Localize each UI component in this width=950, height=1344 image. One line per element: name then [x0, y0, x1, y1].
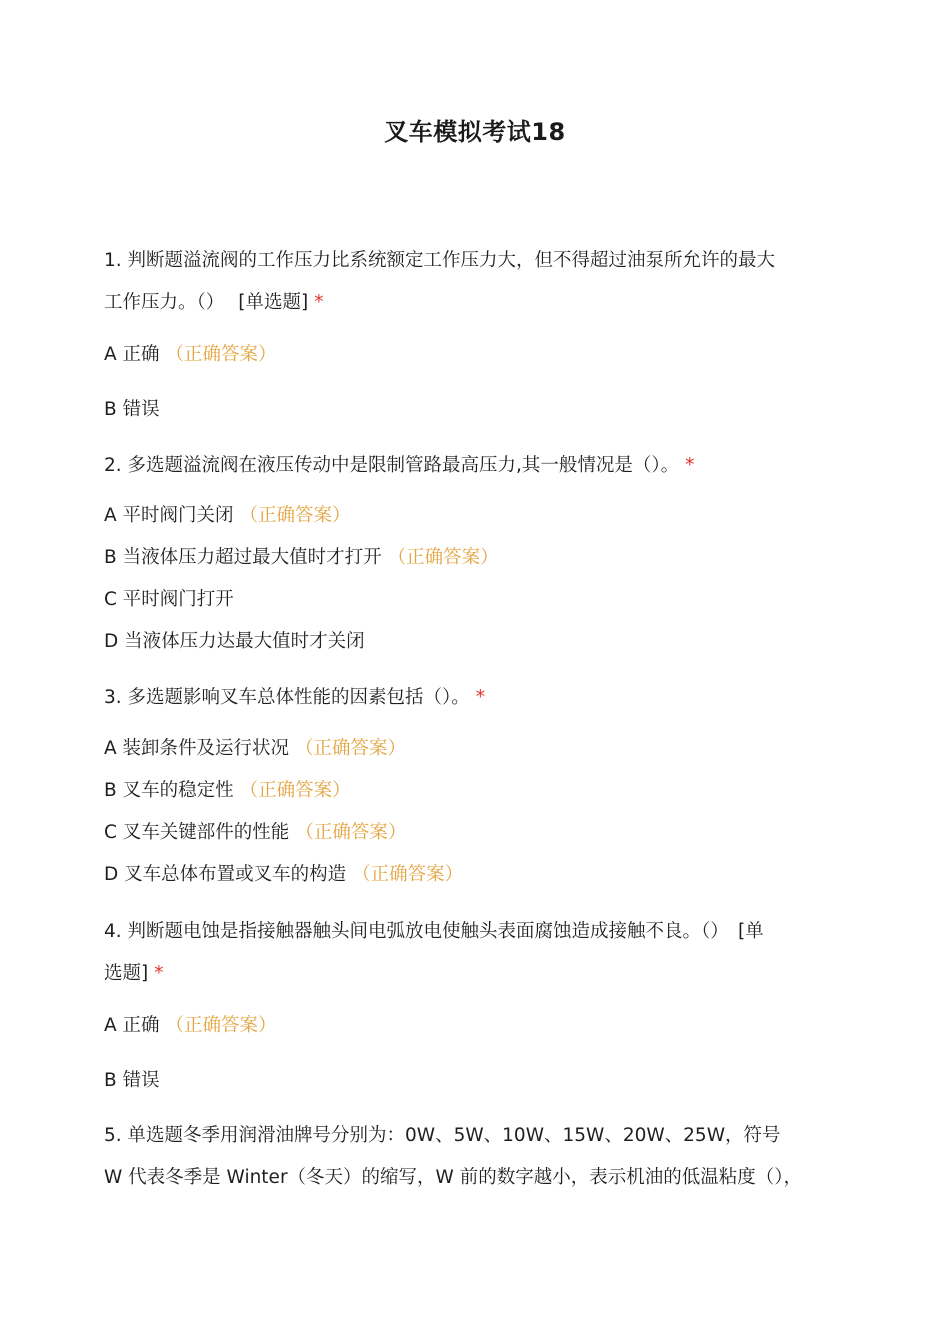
correct-answer-label: （正确答案）	[295, 738, 407, 759]
question-4-line-1: 4. 判断题电蚀是指接触器触头间电弧放电使触头表面腐蚀造成接触不良。（） [单	[104, 921, 764, 942]
option-2c[interactable]: C 平时阀门打开	[104, 589, 234, 610]
required-mark: *	[314, 292, 324, 313]
page-title: 叉车模拟考试18	[384, 118, 566, 146]
correct-answer-label: （正确答案）	[295, 822, 407, 843]
option-4b[interactable]: B 错误	[104, 1070, 160, 1091]
question-1-line-1: 1. 判断题溢流阀的工作压力比系统额定工作压力大，但不得超过油泵所允许的最大	[104, 250, 776, 271]
option-3c[interactable]: C 叉车关键部件的性能 （正确答案）	[104, 822, 407, 843]
correct-answer-label: （正确答案）	[352, 864, 464, 885]
required-mark: *	[475, 687, 486, 708]
question-1-line-2	[104, 289, 864, 317]
correct-answer-label: （正确答案）	[239, 780, 351, 801]
question-type-tag: [单选题]	[238, 292, 309, 313]
option-1a[interactable]: A 正确 （正确答案）	[104, 344, 277, 365]
required-mark: *	[154, 963, 164, 984]
question-5-line-2: W 代表冬季是 Winter（冬天）的缩写，W 前的数字越小，表示机油的低温粘度（），	[104, 1167, 802, 1188]
question-1-text: 工作压力。（）	[104, 292, 225, 313]
option-4a[interactable]: A 正确 （正确答案）	[104, 1015, 277, 1036]
question-4-line-2: 选题] *	[104, 963, 164, 984]
option-2d[interactable]: D 当液体压力达最大值时才关闭	[104, 631, 365, 652]
option-2b[interactable]: B 当液体压力超过最大值时才打开 （正确答案）	[104, 547, 499, 568]
option-3d[interactable]: D 叉车总体布置或叉车的构造 （正确答案）	[104, 864, 464, 885]
option-2a[interactable]: A 平时阀门关闭 （正确答案）	[104, 505, 351, 526]
option-1b[interactable]: B 错误	[104, 399, 160, 420]
required-mark: *	[685, 455, 695, 476]
correct-answer-label: （正确答案）	[165, 344, 277, 365]
option-3b[interactable]: B 叉车的稳定性 （正确答案）	[104, 780, 351, 801]
correct-answer-label: （正确答案）	[387, 547, 499, 568]
correct-answer-label: （正确答案）	[239, 505, 351, 526]
question-5-line-1: 5. 单选题冬季用润滑油牌号分别为：0W、5W、10W、15W、20W、25W，符号	[104, 1125, 781, 1146]
option-3a[interactable]: A 装卸条件及运行状况 （正确答案）	[104, 738, 407, 759]
question-3-line-1: 3. 多选题影响叉车总体性能的因素包括（）。 *	[104, 687, 486, 708]
question-2-line-1: 2. 多选题溢流阀在液压传动中是限制管路最高压力,其一般情况是（）。 *	[104, 455, 695, 476]
correct-answer-label: （正确答案）	[165, 1015, 277, 1036]
